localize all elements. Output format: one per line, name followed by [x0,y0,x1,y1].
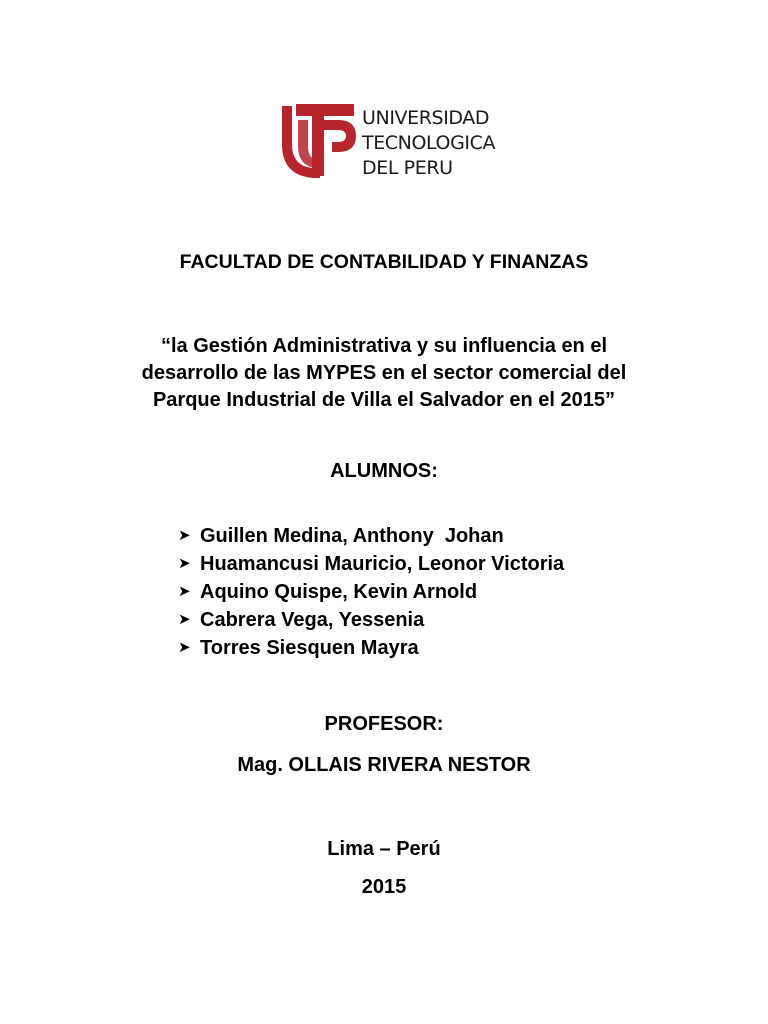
student-name: Cabrera Vega, Yessenia [200,609,425,631]
list-item [178,522,564,550]
university-logo [276,98,506,182]
arrow-bullet-icon: ➤ [178,639,191,656]
student-name: Guillen Medina, Anthony Johan [200,525,504,547]
arrow-bullet-icon: ➤ [178,583,191,600]
professor-heading: PROFESOR: [324,713,444,735]
list-item [178,606,564,634]
list-item [178,550,564,578]
arrow-bullet-icon: ➤ [178,611,191,628]
students-heading: ALUMNOS: [330,460,438,482]
logo-line-1: UNIVERSIDAD [362,107,490,129]
student-name: Torres Siesquen Mayra [200,637,419,659]
student-name: Aquino Quispe, Kevin Arnold [200,581,478,603]
thesis-title [0,333,768,414]
utp-logo-icon [276,98,360,182]
professor-name: Mag. OLLAIS RIVERA NESTOR [237,754,531,776]
arrow-bullet-icon: ➤ [178,555,191,572]
title-line-2: desarrollo de las MYPES en el sector comercial del [141,362,627,384]
student-name: Huamancusi Mauricio, Leonor Victoria [200,553,565,575]
university-name [362,106,495,181]
title-line-1: “la Gestión Administrativa y su influencia en el [160,335,608,357]
year: 2015 [361,876,407,898]
list-item [178,578,564,606]
arrow-bullet-icon: ➤ [178,527,191,544]
city-country: Lima – Perú [327,838,441,860]
faculty-name: FACULTAD DE CONTABILIDAD Y FINANZAS [179,251,589,273]
logo-line-2: TECNOLOGICA [362,132,496,154]
title-line-3: Parque Industrial de Villa el Salvador en el 2015” [152,389,616,411]
logo-line-3: DEL PERU [362,157,453,179]
students-list [178,522,564,662]
list-item [178,634,564,662]
